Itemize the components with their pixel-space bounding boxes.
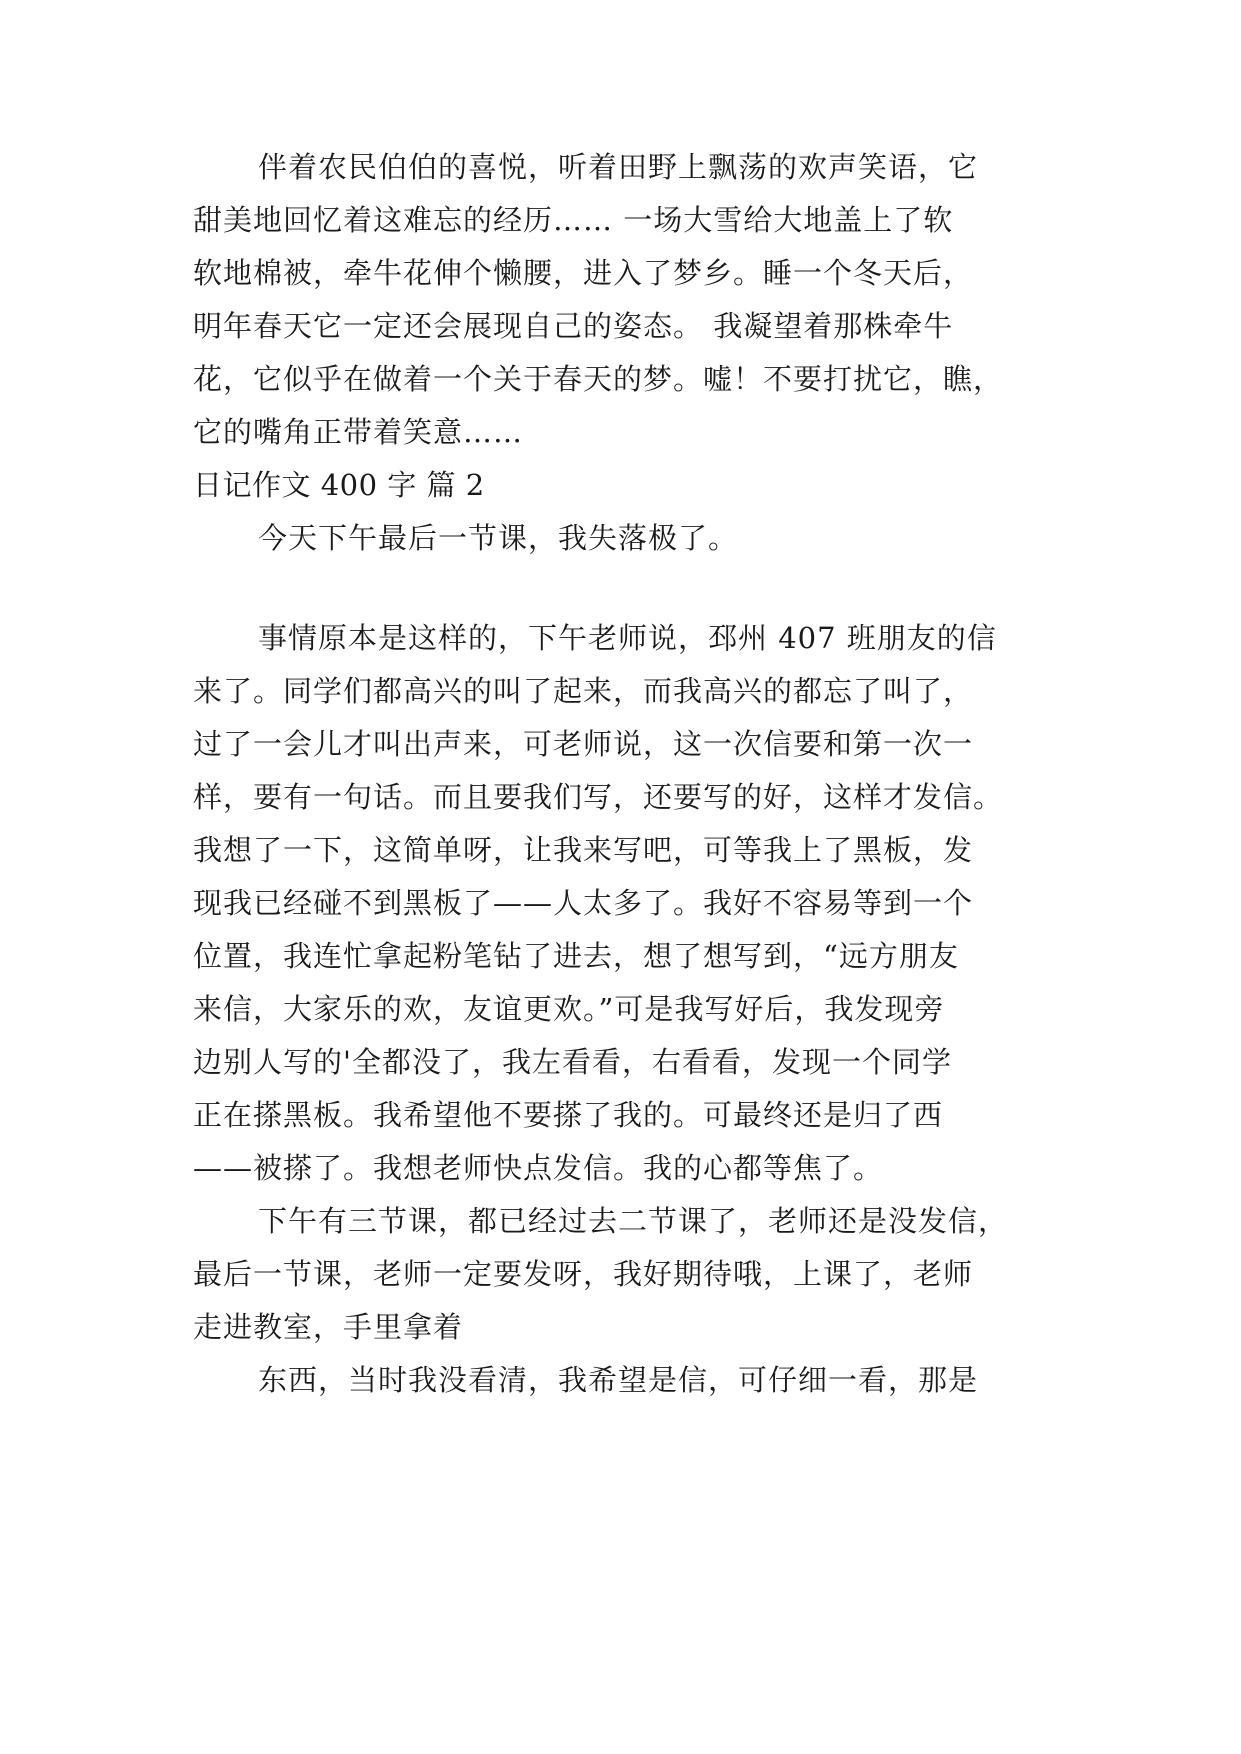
paragraph-line: ——被搽了。我想老师快点发信。我的心都等焦了。	[193, 1151, 884, 1185]
paragraph-line: 东西，当时我没看清，我希望是信，可仔细一看，那是	[258, 1363, 979, 1397]
paragraph-line: 今天下午最后一节课，我失落极了。	[258, 521, 739, 555]
paragraph-line: 它的嘴角正带着笑意……	[193, 415, 524, 449]
paragraph-line: 正在搽黑板。我希望他不要搽了我的。可最终还是归了西	[193, 1098, 944, 1132]
paragraph-line: 软地棉被，牵牛花伸个懒腰，进入了梦乡。睡一个冬天后，	[193, 256, 974, 290]
section-heading: 日记作文 400 字 篇 2	[193, 468, 485, 502]
paragraph-line: 最后一节课，老师一定要发呀，我好期待哦，上课了，老师	[193, 1257, 974, 1291]
paragraph-line: 走进教室，手里拿着	[193, 1310, 464, 1344]
paragraph-line: 边别人写的'全都没了，我左看看，右看看，发现一个同学	[193, 1045, 952, 1079]
paragraph-line: 过了一会儿才叫出声来，可老师说，这一次信要和第一次一	[193, 727, 974, 761]
paragraph-line: 花，它似乎在做着一个关于春天的梦。嘘！不要打扰它，瞧，	[193, 362, 1004, 396]
paragraph-line: 样，要有一句话。而且要我们写，还要写的好，这样才发信。	[193, 780, 1004, 814]
paragraph-line: 来信，大家乐的欢，友谊更欢。”可是我写好后，我发现旁	[193, 992, 945, 1026]
paragraph-line: 伴着农民伯伯的喜悦，听着田野上飘荡的欢声笑语，它	[258, 150, 979, 184]
paragraph-line: 来了。同学们都高兴的叫了起来，而我高兴的都忘了叫了，	[193, 674, 974, 708]
paragraph-line: 下午有三节课，都已经过去二节课了，老师还是没发信，	[258, 1204, 1009, 1238]
paragraph-line: 甜美地回忆着这难忘的经历…… 一场大雪给大地盖上了软	[193, 203, 954, 237]
paragraph-line: 事情原本是这样的，下午老师说，邳州 407 班朋友的信	[258, 621, 997, 655]
paragraph-line: 明年春天它一定还会展现自己的姿态。 我凝望着那株牵牛	[193, 309, 954, 343]
paragraph-line: 我想了一下，这简单呀，让我来写吧，可等我上了黑板，发	[193, 833, 974, 867]
paragraph-line: 位置，我连忙拿起粉笔钻了进去，想了想写到，“远方朋友	[193, 939, 959, 973]
paragraph-line: 现我已经碰不到黑板了——人太多了。我好不容易等到一个	[193, 886, 974, 920]
